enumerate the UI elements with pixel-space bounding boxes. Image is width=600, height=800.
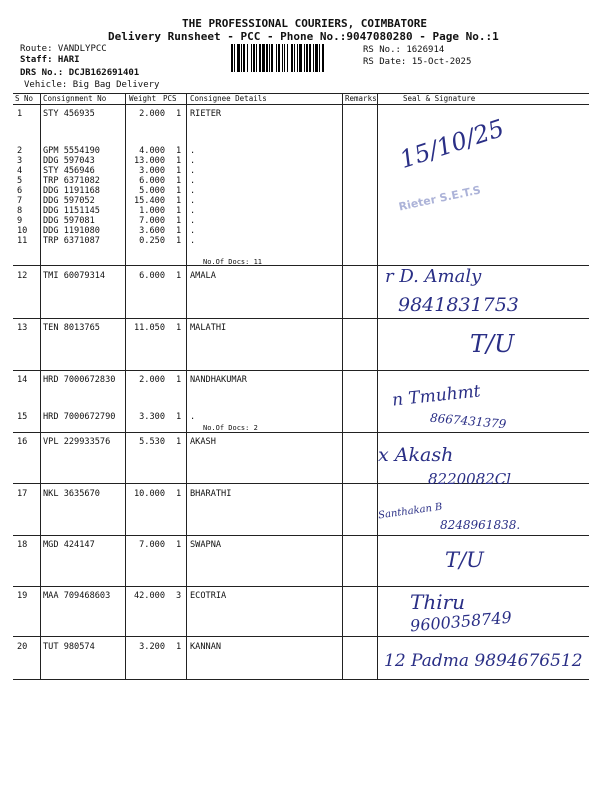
table-row-sno: 6 bbox=[17, 186, 23, 196]
table-row-pcs: 1 bbox=[176, 375, 182, 385]
table-row-consignee: . bbox=[190, 176, 196, 186]
docs-count-note: No.Of Docs: 2 bbox=[203, 424, 258, 432]
table-row-consignment: TUT 980574 bbox=[43, 642, 95, 652]
table-row-consignment: DDG 1151145 bbox=[43, 206, 100, 216]
handwritten-name: Santhakan B bbox=[377, 501, 444, 522]
table-row-pcs: 1 bbox=[176, 109, 182, 119]
table-row-sno: 10 bbox=[17, 226, 28, 236]
table-row-pcs: 3 bbox=[176, 591, 182, 601]
col-header-consignment: Consignment No bbox=[43, 94, 107, 103]
table-row-weight: 1.000 bbox=[139, 206, 165, 216]
table-row-weight: 2.000 bbox=[139, 375, 165, 385]
table-row-consignment: DDG 597052 bbox=[43, 196, 95, 206]
table-row-weight: 4.000 bbox=[139, 146, 165, 156]
handwritten-note: T/U bbox=[470, 330, 515, 358]
handwritten-phone: 8667431379 bbox=[429, 410, 507, 432]
barcode-bar bbox=[319, 44, 320, 72]
handwritten-signature: 15/10/25 bbox=[396, 114, 508, 174]
table-row-weight: 3.200 bbox=[139, 642, 165, 652]
table-row-consignment: GPM 5554190 bbox=[43, 146, 100, 156]
table-row-weight: 5.530 bbox=[139, 437, 165, 447]
table-row-consignment: TRP 6371087 bbox=[43, 236, 100, 246]
handwritten-phone: 9600358749 bbox=[409, 607, 513, 636]
table-row-weight: 42.000 bbox=[133, 591, 165, 601]
table-row-sno: 13 bbox=[17, 323, 28, 333]
table-row-pcs: 1 bbox=[176, 236, 182, 246]
barcode-bar bbox=[251, 44, 252, 72]
table-row-consignment: STY 456946 bbox=[43, 166, 95, 176]
barcode-bar bbox=[304, 44, 305, 72]
barcode-bar bbox=[276, 44, 277, 72]
rs-date: RS Date: 15-Oct-2025 bbox=[363, 57, 472, 67]
table-row-consignee: MALATHI bbox=[190, 323, 227, 333]
barcode-bar bbox=[247, 44, 248, 72]
vehicle: Vehicle: Big Bag Delivery bbox=[24, 80, 160, 90]
barcode bbox=[231, 44, 359, 72]
barcode-bar bbox=[291, 44, 293, 72]
table-row-consignment: TMI 60079314 bbox=[43, 271, 106, 281]
table-row-consignee: NANDHAKUMAR bbox=[190, 375, 247, 385]
table-row-consignee: . bbox=[190, 236, 196, 246]
table-row-sno: 20 bbox=[17, 642, 28, 652]
table-row-sno: 8 bbox=[17, 206, 23, 216]
col-header-sno: S No bbox=[15, 94, 34, 103]
table-row-consignment: NKL 3635670 bbox=[43, 489, 100, 499]
handwritten-name: n Tmuhmt bbox=[391, 381, 482, 411]
company-title: THE PROFESSIONAL COURIERS, COIMBATORE bbox=[182, 17, 428, 30]
table-row-consignee: . bbox=[190, 226, 196, 236]
table-row-consignment: TRP 6371082 bbox=[43, 176, 100, 186]
table-row-weight: 3.000 bbox=[139, 166, 165, 176]
company-stamp: Rieter S.E.T.S bbox=[397, 183, 482, 214]
table-row-pcs: 1 bbox=[176, 489, 182, 499]
table-row-pcs: 1 bbox=[176, 540, 182, 550]
table-row-pcs: 1 bbox=[176, 226, 182, 236]
table-row-weight: 2.000 bbox=[139, 109, 165, 119]
table-row-sno: 14 bbox=[17, 375, 28, 385]
barcode-bar bbox=[253, 44, 255, 72]
table-row-consignee: . bbox=[190, 216, 196, 226]
barcode-bar bbox=[315, 44, 318, 72]
barcode-bar bbox=[259, 44, 261, 72]
col-header-consignee: Consignee Details bbox=[190, 94, 267, 103]
table-row-consignment: DDG 1191168 bbox=[43, 186, 100, 196]
table-row-weight: 13.000 bbox=[133, 156, 165, 166]
handwritten-name: r D. Amaly bbox=[385, 266, 482, 287]
table-row-weight: 0.250 bbox=[139, 236, 165, 246]
barcode-bar bbox=[271, 44, 273, 72]
table-row-pcs: 1 bbox=[176, 642, 182, 652]
col-header-pcs: PCS bbox=[163, 94, 177, 103]
table-row-sno: 7 bbox=[17, 196, 23, 206]
table-row-weight: 3.600 bbox=[139, 226, 165, 236]
drs-number: DRS No.: DCJB162691401 bbox=[20, 68, 140, 78]
col-header-seal: Seal & Signature bbox=[403, 94, 476, 103]
staff: Staff: HARI bbox=[20, 55, 80, 65]
rs-number: RS No.: 1626914 bbox=[363, 45, 445, 55]
barcode-bar bbox=[287, 44, 288, 72]
barcode-bar bbox=[309, 44, 311, 72]
table-row-consignee: . bbox=[190, 146, 196, 156]
handwritten-signature: 12 Padma 9894676512 bbox=[384, 651, 583, 671]
table-row-sno: 19 bbox=[17, 591, 28, 601]
col-header-weight: Weight bbox=[129, 94, 157, 103]
table-row-consignee: . bbox=[190, 166, 196, 176]
table-row-sno: 11 bbox=[17, 236, 28, 246]
table-row-consignee: . bbox=[190, 196, 196, 206]
handwritten-phone: 8220082Cl bbox=[428, 470, 512, 488]
handwritten-name: x Akash bbox=[378, 444, 454, 466]
handwritten-name: Thiru bbox=[410, 590, 466, 614]
table-row-weight: 11.050 bbox=[133, 323, 165, 333]
table-row-weight: 7.000 bbox=[139, 540, 165, 550]
barcode-bar bbox=[313, 44, 314, 72]
table-row-sno: 15 bbox=[17, 412, 28, 422]
barcode-bar bbox=[262, 44, 265, 72]
table-row-consignee: SWAPNA bbox=[190, 540, 222, 550]
table-row-consignment: DDG 597081 bbox=[43, 216, 95, 226]
barcode-bar bbox=[269, 44, 270, 72]
handwritten-phone: 8248961838. bbox=[440, 518, 521, 532]
table-row-weight: 6.000 bbox=[139, 271, 165, 281]
route: Route: VANDLYPCC bbox=[20, 44, 107, 54]
table-row-weight: 15.400 bbox=[133, 196, 165, 206]
table-row-weight: 6.000 bbox=[139, 176, 165, 186]
table-row-sno: 2 bbox=[17, 146, 23, 156]
table-row-consignee: . bbox=[190, 206, 196, 216]
barcode-bar bbox=[231, 44, 233, 72]
table-row-consignee: BHARATHI bbox=[190, 489, 232, 499]
table-row-pcs: 1 bbox=[176, 323, 182, 333]
barcode-bar bbox=[297, 44, 298, 72]
table-row-consignee: AKASH bbox=[190, 437, 216, 447]
table-row-consignee: RIETER bbox=[190, 109, 222, 119]
table-row-pcs: 1 bbox=[176, 437, 182, 447]
table-row-weight: 5.000 bbox=[139, 186, 165, 196]
col-header-remarks: Remarks bbox=[345, 94, 377, 103]
table-row-pcs: 1 bbox=[176, 146, 182, 156]
barcode-bar bbox=[306, 44, 308, 72]
table-row-pcs: 1 bbox=[176, 166, 182, 176]
barcode-bar bbox=[256, 44, 257, 72]
table-row-pcs: 1 bbox=[176, 271, 182, 281]
table-row-weight: 3.300 bbox=[139, 412, 165, 422]
table-row-sno: 9 bbox=[17, 216, 23, 226]
barcode-bar bbox=[282, 44, 283, 72]
table-row-weight: 10.000 bbox=[133, 489, 165, 499]
table-row-consignment: MAA 709468603 bbox=[43, 591, 111, 601]
table-row-consignment: HRD 7000672830 bbox=[43, 375, 116, 385]
table-row-consignment: STY 456935 bbox=[43, 109, 95, 119]
table-row-pcs: 1 bbox=[176, 196, 182, 206]
table-row-sno: 3 bbox=[17, 156, 23, 166]
barcode-bar bbox=[266, 44, 268, 72]
table-row-consignment: MGD 424147 bbox=[43, 540, 95, 550]
runsheet-subtitle: Delivery Runsheet - PCC - Phone No.:9047080280 - Page No.:1 bbox=[108, 30, 499, 43]
table-row-consignee: . bbox=[190, 186, 196, 196]
table-row-pcs: 1 bbox=[176, 186, 182, 196]
table-row-consignment: DDG 597043 bbox=[43, 156, 95, 166]
table-row-consignee: . bbox=[190, 156, 196, 166]
handwritten-note: T/U bbox=[445, 548, 484, 572]
table-row-consignment: DDG 1191080 bbox=[43, 226, 100, 236]
table-row-consignment: TEN 8013765 bbox=[43, 323, 100, 333]
table-row-pcs: 1 bbox=[176, 206, 182, 216]
barcode-bar bbox=[294, 44, 295, 72]
table-row-sno: 16 bbox=[17, 437, 28, 447]
table-row-consignee: KANNAN bbox=[190, 642, 222, 652]
table-row-sno: 5 bbox=[17, 176, 23, 186]
table-row-consignee: . bbox=[190, 412, 196, 422]
barcode-bar bbox=[278, 44, 280, 72]
barcode-bar bbox=[322, 44, 324, 72]
handwritten-phone: 9841831753 bbox=[398, 294, 519, 316]
table-row-sno: 17 bbox=[17, 489, 28, 499]
table-row-consignee: ECOTRIA bbox=[190, 591, 227, 601]
table-row-pcs: 1 bbox=[176, 156, 182, 166]
table-row-pcs: 1 bbox=[176, 216, 182, 226]
table-row-pcs: 1 bbox=[176, 412, 182, 422]
table-row-pcs: 1 bbox=[176, 176, 182, 186]
table-row-sno: 4 bbox=[17, 166, 23, 176]
barcode-bar bbox=[284, 44, 285, 72]
table-row-consignee: AMALA bbox=[190, 271, 216, 281]
table-row-sno: 12 bbox=[17, 271, 28, 281]
barcode-bar bbox=[241, 44, 242, 72]
table-row-consignment: VPL 229933576 bbox=[43, 437, 111, 447]
table-row-consignment: HRD 7000672790 bbox=[43, 412, 116, 422]
docs-count-note: No.Of Docs: 11 bbox=[203, 258, 263, 266]
barcode-bar bbox=[243, 44, 245, 72]
table-row-sno: 18 bbox=[17, 540, 28, 550]
barcode-bar bbox=[299, 44, 302, 72]
barcode-bar bbox=[237, 44, 240, 72]
barcode-bar bbox=[234, 44, 235, 72]
table-row-sno: 1 bbox=[17, 109, 23, 119]
table-row-weight: 7.000 bbox=[139, 216, 165, 226]
